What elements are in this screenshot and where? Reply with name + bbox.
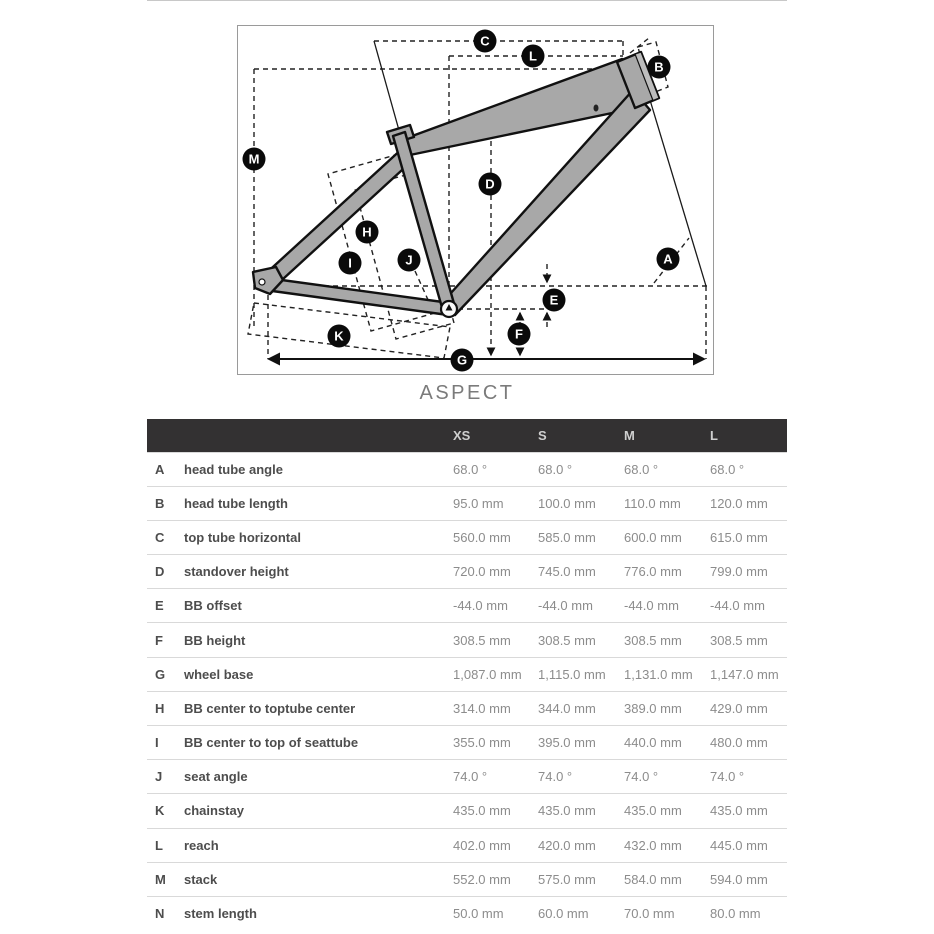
row-value-s: 575.0 mm <box>530 862 616 896</box>
row-letter: D <box>147 555 176 589</box>
geometry-diagram-panel <box>237 25 714 375</box>
row-value-s: 395.0 mm <box>530 726 616 760</box>
diagram-label-a <box>657 248 680 271</box>
svg-text:D: D <box>485 176 495 192</box>
diagram-label-l <box>522 45 545 68</box>
svg-text:K: K <box>334 328 344 344</box>
row-label: seat angle <box>176 760 445 794</box>
diagram-label-g <box>451 349 474 372</box>
bike-geometry-diagram <box>238 26 713 374</box>
table-row <box>147 589 787 623</box>
row-value-s: 344.0 mm <box>530 691 616 725</box>
row-value-xs: 560.0 mm <box>445 520 530 554</box>
row-value-l: 74.0 ° <box>702 760 787 794</box>
row-value-xs: 1,087.0 mm <box>445 657 530 691</box>
row-value-m: 435.0 mm <box>616 794 702 828</box>
diagram-label-b <box>648 56 671 79</box>
row-value-m: 308.5 mm <box>616 623 702 657</box>
diagram-label-d <box>479 173 502 196</box>
table-row <box>147 623 787 657</box>
table-row <box>147 862 787 896</box>
row-value-l: 120.0 mm <box>702 486 787 520</box>
table-row <box>147 828 787 862</box>
row-value-l: -44.0 mm <box>702 589 787 623</box>
row-value-m: 389.0 mm <box>616 691 702 725</box>
row-value-s: 100.0 mm <box>530 486 616 520</box>
row-letter: F <box>147 623 176 657</box>
row-letter: M <box>147 862 176 896</box>
svg-text:A: A <box>663 251 673 267</box>
svg-text:L: L <box>529 48 537 64</box>
diagram-label-e <box>543 289 566 312</box>
row-letter: H <box>147 691 176 725</box>
table-row <box>147 520 787 554</box>
row-value-xs: 355.0 mm <box>445 726 530 760</box>
row-letter: B <box>147 486 176 520</box>
row-letter: L <box>147 828 176 862</box>
row-letter: I <box>147 726 176 760</box>
row-label: stack <box>176 862 445 896</box>
row-value-s: 585.0 mm <box>530 520 616 554</box>
row-value-s: 745.0 mm <box>530 555 616 589</box>
svg-text:G: G <box>456 352 468 368</box>
seat-tube <box>393 132 455 311</box>
row-label: stem length <box>176 896 445 930</box>
row-value-m: 584.0 mm <box>616 862 702 896</box>
row-value-xs: 552.0 mm <box>445 862 530 896</box>
table-row <box>147 726 787 760</box>
svg-text:E: E <box>549 292 559 308</box>
row-label: BB center to toptube center <box>176 691 445 725</box>
table-row <box>147 657 787 691</box>
svg-text:J: J <box>405 252 413 268</box>
row-value-m: 600.0 mm <box>616 520 702 554</box>
diagram-label-m <box>243 148 266 171</box>
row-value-s: -44.0 mm <box>530 589 616 623</box>
size-header-xs: XS <box>453 427 471 443</box>
svg-text:H: H <box>362 224 372 240</box>
row-value-m: 1,131.0 mm <box>616 657 702 691</box>
table-row <box>147 486 787 520</box>
row-label: head tube angle <box>176 452 445 486</box>
row-value-xs: 95.0 mm <box>445 486 530 520</box>
geometry-table-header <box>147 419 787 452</box>
row-value-xs: 308.5 mm <box>445 623 530 657</box>
table-row <box>147 452 787 486</box>
svg-text:I: I <box>348 255 352 271</box>
row-value-m: 110.0 mm <box>616 486 702 520</box>
model-title: ASPECT <box>419 382 515 404</box>
row-value-m: 70.0 mm <box>616 896 702 930</box>
header-spacer-letter <box>147 419 176 452</box>
row-label: standover height <box>176 555 445 589</box>
row-label: BB center to top of seattube <box>176 726 445 760</box>
row-letter: J <box>147 760 176 794</box>
row-value-m: 432.0 mm <box>616 828 702 862</box>
row-letter: E <box>147 589 176 623</box>
diagram-label-h <box>356 221 379 244</box>
row-letter: C <box>147 520 176 554</box>
diagram-label-c <box>474 30 497 53</box>
row-letter: A <box>147 452 176 486</box>
diagram-label-j <box>398 249 421 272</box>
table-row <box>147 794 787 828</box>
row-label: head tube length <box>176 486 445 520</box>
geometry-table-body <box>147 452 787 931</box>
row-value-m: -44.0 mm <box>616 589 702 623</box>
row-value-xs: 314.0 mm <box>445 691 530 725</box>
table-row <box>147 760 787 794</box>
row-value-s: 1,115.0 mm <box>530 657 616 691</box>
row-value-xs: 50.0 mm <box>445 896 530 930</box>
row-value-l: 445.0 mm <box>702 828 787 862</box>
row-value-s: 74.0 ° <box>530 760 616 794</box>
svg-text:C: C <box>480 33 490 49</box>
row-label: top tube horizontal <box>176 520 445 554</box>
svg-text:M: M <box>248 151 260 167</box>
row-label: reach <box>176 828 445 862</box>
row-value-l: 799.0 mm <box>702 555 787 589</box>
row-value-l: 68.0 ° <box>702 452 787 486</box>
diagram-label-k <box>328 325 351 348</box>
row-value-l: 615.0 mm <box>702 520 787 554</box>
table-row <box>147 896 787 930</box>
svg-text:B: B <box>654 59 664 75</box>
bike-frame <box>253 52 659 317</box>
row-letter: K <box>147 794 176 828</box>
diagram-label-f <box>508 323 531 346</box>
row-label: BB offset <box>176 589 445 623</box>
row-value-m: 74.0 ° <box>616 760 702 794</box>
table-row <box>147 691 787 725</box>
row-letter: N <box>147 896 176 930</box>
geometry-table <box>147 419 787 931</box>
size-header-row <box>147 419 787 452</box>
row-value-s: 60.0 mm <box>530 896 616 930</box>
size-header-l: L <box>710 427 718 443</box>
chain-stay <box>265 278 450 315</box>
row-value-xs: 720.0 mm <box>445 555 530 589</box>
row-letter: G <box>147 657 176 691</box>
seat-stay <box>262 146 413 290</box>
row-value-m: 776.0 mm <box>616 555 702 589</box>
row-label: wheel base <box>176 657 445 691</box>
row-value-s: 68.0 ° <box>530 452 616 486</box>
header-spacer-name <box>176 419 445 452</box>
row-value-s: 420.0 mm <box>530 828 616 862</box>
row-value-xs: 74.0 ° <box>445 760 530 794</box>
size-header-m: M <box>624 427 635 443</box>
top-divider <box>147 0 787 1</box>
row-value-l: 429.0 mm <box>702 691 787 725</box>
row-value-l: 480.0 mm <box>702 726 787 760</box>
row-value-m: 68.0 ° <box>616 452 702 486</box>
table-row <box>147 555 787 589</box>
row-value-xs: -44.0 mm <box>445 589 530 623</box>
row-value-xs: 402.0 mm <box>445 828 530 862</box>
row-value-s: 435.0 mm <box>530 794 616 828</box>
row-value-xs: 435.0 mm <box>445 794 530 828</box>
row-value-l: 308.5 mm <box>702 623 787 657</box>
row-value-l: 594.0 mm <box>702 862 787 896</box>
size-header-s: S <box>538 427 547 443</box>
svg-text:F: F <box>515 326 523 342</box>
row-value-m: 440.0 mm <box>616 726 702 760</box>
row-value-l: 435.0 mm <box>702 794 787 828</box>
row-value-l: 80.0 mm <box>702 896 787 930</box>
rear-axle-slot <box>259 279 265 285</box>
row-label: chainstay <box>176 794 445 828</box>
row-value-s: 308.5 mm <box>530 623 616 657</box>
row-value-l: 1,147.0 mm <box>702 657 787 691</box>
diagram-label-i <box>339 252 362 275</box>
row-value-xs: 68.0 ° <box>445 452 530 486</box>
row-label: BB height <box>176 623 445 657</box>
cable-port <box>594 105 599 112</box>
